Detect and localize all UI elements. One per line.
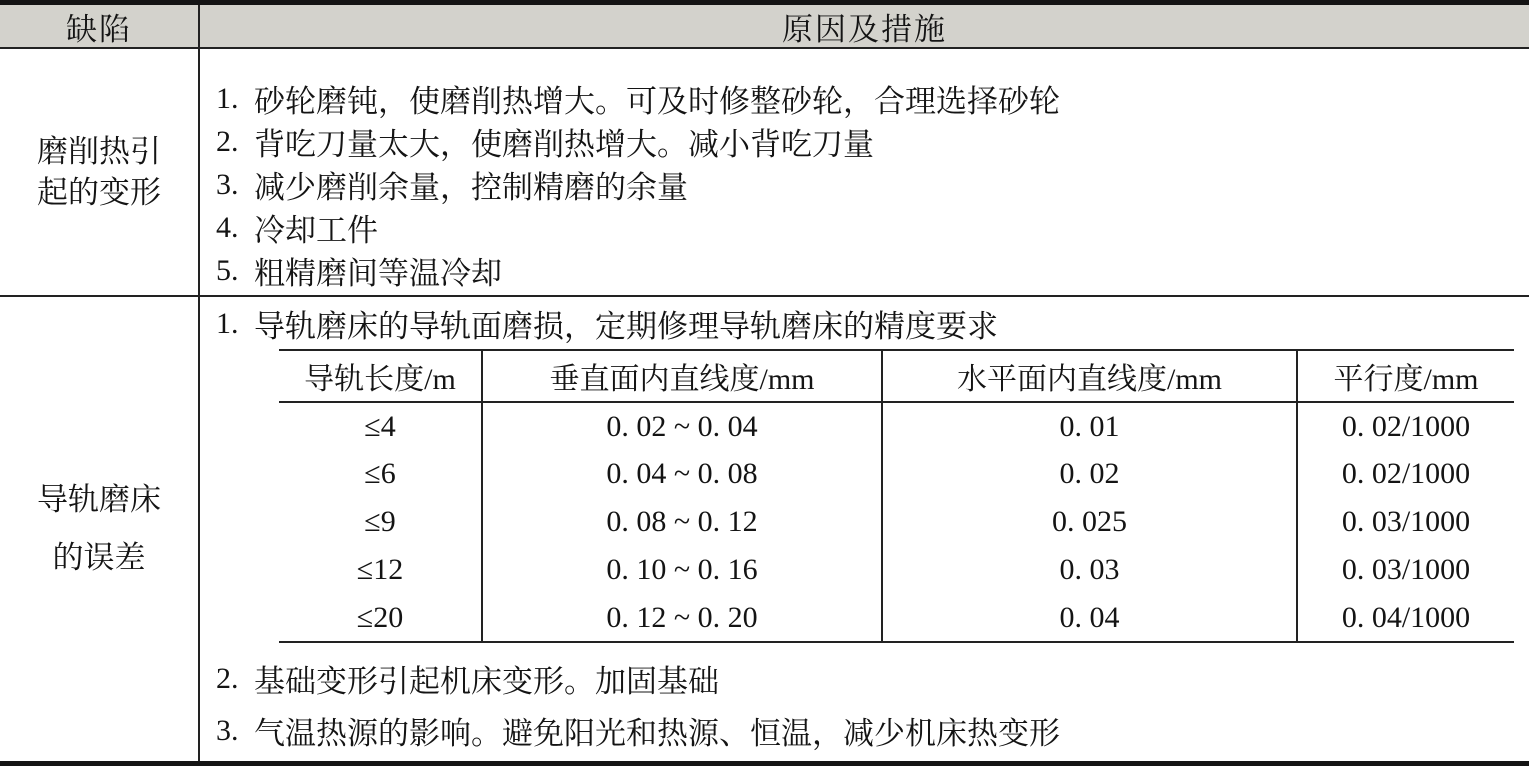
cell-parallelism: 0. 02/1000 xyxy=(1341,409,1471,443)
table-row-grinding-heat xyxy=(0,49,1529,297)
list-item xyxy=(216,120,1529,163)
list-item xyxy=(216,302,1529,345)
list-item-number: 1. xyxy=(216,81,239,115)
cell-horizontal: 0. 025 xyxy=(882,498,1297,546)
defect-label-line: 起的变形 xyxy=(37,175,161,210)
cell-horizontal: 0. 04 xyxy=(882,594,1297,642)
cell-parallelism: 0. 02/1000 xyxy=(1341,457,1471,490)
column-header-parallelism: 平行度/mm xyxy=(1297,350,1514,402)
cell-length: ≤20 xyxy=(279,594,482,642)
cell-parallelism: 0. 03/1000 xyxy=(1341,505,1471,538)
header-cause-label: 原因及措施 xyxy=(782,11,947,47)
precision-table-header-row xyxy=(279,350,1514,402)
cell-horizontal: 0. 03 xyxy=(882,546,1297,594)
cell-vertical: 0. 08 ~ 0. 12 xyxy=(482,498,882,546)
cell-horizontal: 0. 02 xyxy=(882,450,1297,498)
header-cell-cause xyxy=(200,5,1529,47)
cell-vertical: 0. 02 ~ 0. 04 xyxy=(482,402,882,450)
cell-parallelism: 0. 03/1000 xyxy=(1341,553,1471,586)
list-item-text: 粗精磨间等温冷却 xyxy=(254,256,502,291)
column-header-horizontal-straightness: 水平面内直线度/mm xyxy=(882,350,1297,402)
list-item-text: 砂轮磨钝，使磨削热增大。可及时修整砂轮，合理选择砂轮 xyxy=(254,84,1060,119)
list-item-text: 气温热源的影响。避免阳光和热源、恒温，减少机床热变形 xyxy=(254,716,1060,751)
list-item xyxy=(216,249,1529,292)
defect-label-line: 导轨磨床 xyxy=(37,482,161,517)
list-item-number: 4. xyxy=(216,210,239,244)
list-item-number: 3. xyxy=(216,167,239,201)
defect-cell-guideway-grinder xyxy=(0,297,200,761)
cell-length: ≤4 xyxy=(279,402,482,450)
column-header-guideway-length: 导轨长度/m xyxy=(279,350,482,402)
table-row-guideway-grinder xyxy=(0,297,1529,761)
cell-horizontal: 0. 01 xyxy=(882,402,1297,450)
header-cell-defect xyxy=(0,5,200,47)
cause-cell-guideway-grinder xyxy=(200,297,1529,761)
cell-length: ≤9 xyxy=(279,498,482,546)
defect-cell-grinding-heat xyxy=(0,49,200,295)
table-row xyxy=(279,402,1514,450)
cause-cell-grinding-heat xyxy=(200,49,1529,295)
list-item-text: 冷却工件 xyxy=(254,213,378,248)
table-row xyxy=(279,498,1514,546)
cell-parallelism: 0. 04/1000 xyxy=(1341,600,1471,634)
cell-vertical: 0. 10 ~ 0. 16 xyxy=(482,546,882,594)
list-item-number: 2. xyxy=(216,124,239,158)
cell-vertical: 0. 04 ~ 0. 08 xyxy=(482,450,882,498)
cell-vertical: 0. 12 ~ 0. 20 xyxy=(482,594,882,642)
guideway-precision-table xyxy=(279,349,1514,643)
header-defect-label: 缺陷 xyxy=(66,11,132,47)
list-item-text: 减少磨削余量，控制精磨的余量 xyxy=(254,170,688,205)
list-item-number: 2. xyxy=(216,661,239,695)
list-item xyxy=(216,77,1529,120)
list-item-number: 3. xyxy=(216,713,239,747)
list-item-number: 5. xyxy=(216,253,239,287)
list-item-text: 背吃刀量太大，使磨削热增大。减小背吃刀量 xyxy=(254,127,874,162)
cell-length: ≤12 xyxy=(279,546,482,594)
table-header-row xyxy=(0,5,1529,49)
list-item-text: 基础变形引起机床变形。加固基础 xyxy=(254,664,719,699)
list-item xyxy=(216,163,1529,206)
list-item-text: 导轨磨床的导轨面磨损，定期修理导轨磨床的精度要求 xyxy=(254,309,998,344)
list-item xyxy=(216,206,1529,249)
list-item xyxy=(216,657,1529,700)
list-item-number: 1. xyxy=(216,306,239,340)
cell-length: ≤6 xyxy=(279,450,482,498)
table-row xyxy=(279,546,1514,594)
table-row xyxy=(279,594,1514,642)
defect-label-line: 磨削热引 xyxy=(37,134,161,169)
list-item xyxy=(216,709,1529,752)
defect-label-line: 的误差 xyxy=(52,540,146,575)
column-header-vertical-straightness: 垂直面内直线度/mm xyxy=(482,350,882,402)
table-row xyxy=(279,450,1514,498)
